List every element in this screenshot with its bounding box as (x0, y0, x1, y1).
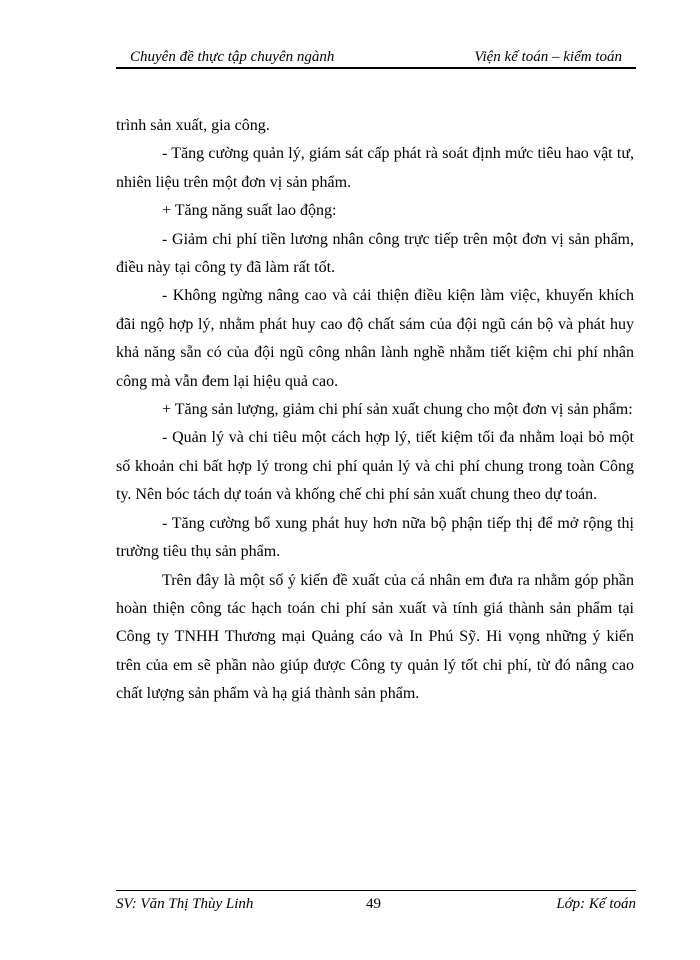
paragraph-conclusion: Trên đây là một số ý kiến đề xuất của cá nhân em đưa ra nhằm góp phần hoàn thiện công tác hạch toán chi phí sản xuất và tính giá thành sản phẩm tại Công ty TNHH Thương mại Quảng cáo và In Phú Sỹ. Hi vọng những ý kiến trên của em sẽ phần nào giúp được Công ty quản lý tốt chi phí, từ đó nâng cao chất lượng sản phẩm và hạ giá thành sản phẩm. (116, 571, 634, 703)
page-footer (116, 890, 636, 919)
footer-class: Lớp: Kế toán (556, 896, 636, 912)
page-header (116, 47, 636, 69)
paragraph: - Giảm chi phí tiền lương nhân công trực tiếp trên một đơn vị sản phẩm, điều này tại công ty đã làm rất tốt. (116, 230, 634, 277)
footer-student-name: SV: Văn Thị Thùy Linh (116, 896, 254, 912)
header-report-title: Chuyên đề thực tập chuyên ngành (130, 49, 335, 65)
paragraph-heading: + Tăng sản lượng, giảm chi phí sản xuất chung cho một đơn vị sản phẩm: (162, 401, 633, 419)
body-text (116, 112, 634, 709)
paragraph: - Không ngừng nâng cao và cải thiện điều kiện làm việc, khuyến khích đãi ngộ hợp lý, nhằm phát huy cao độ chất sám của đội ngũ cán bộ và phát huy khả năng sẵn có của đội ngũ công nhân lành nghề nhằm tiết kiệm chi phí nhân công mà vẫn đem lại hiệu quả cao. (116, 287, 634, 390)
page-number: 49 (366, 896, 381, 912)
paragraph: - Tăng cường quản lý, giám sát cấp phát rà soát định mức tiêu hao vật tư, nhiên liệu trên một đơn vị sản phẩm. (116, 145, 634, 191)
paragraph-heading: + Tăng năng suất lao động: (162, 202, 337, 220)
paragraph: - Tăng cường bổ xung phát huy hơn nữa bộ phận tiếp thị để mở rộng thị trường tiêu thụ sản phẩm. (116, 514, 634, 561)
header-institute: Viện kế toán – kiểm toán (474, 49, 622, 65)
paragraph: - Quản lý và chi tiêu một cách hợp lý, tiết kiệm tối đa nhằm loại bỏ một số khoản chi bất hợp lý trong chi phí quản lý và chi phí chung trong toàn Công ty. Nên bóc tách dự toán và khống chế chi phí sản xuất chung theo dự toán. (116, 429, 634, 504)
paragraph-continuation: trình sản xuất, gia công. (116, 117, 270, 134)
